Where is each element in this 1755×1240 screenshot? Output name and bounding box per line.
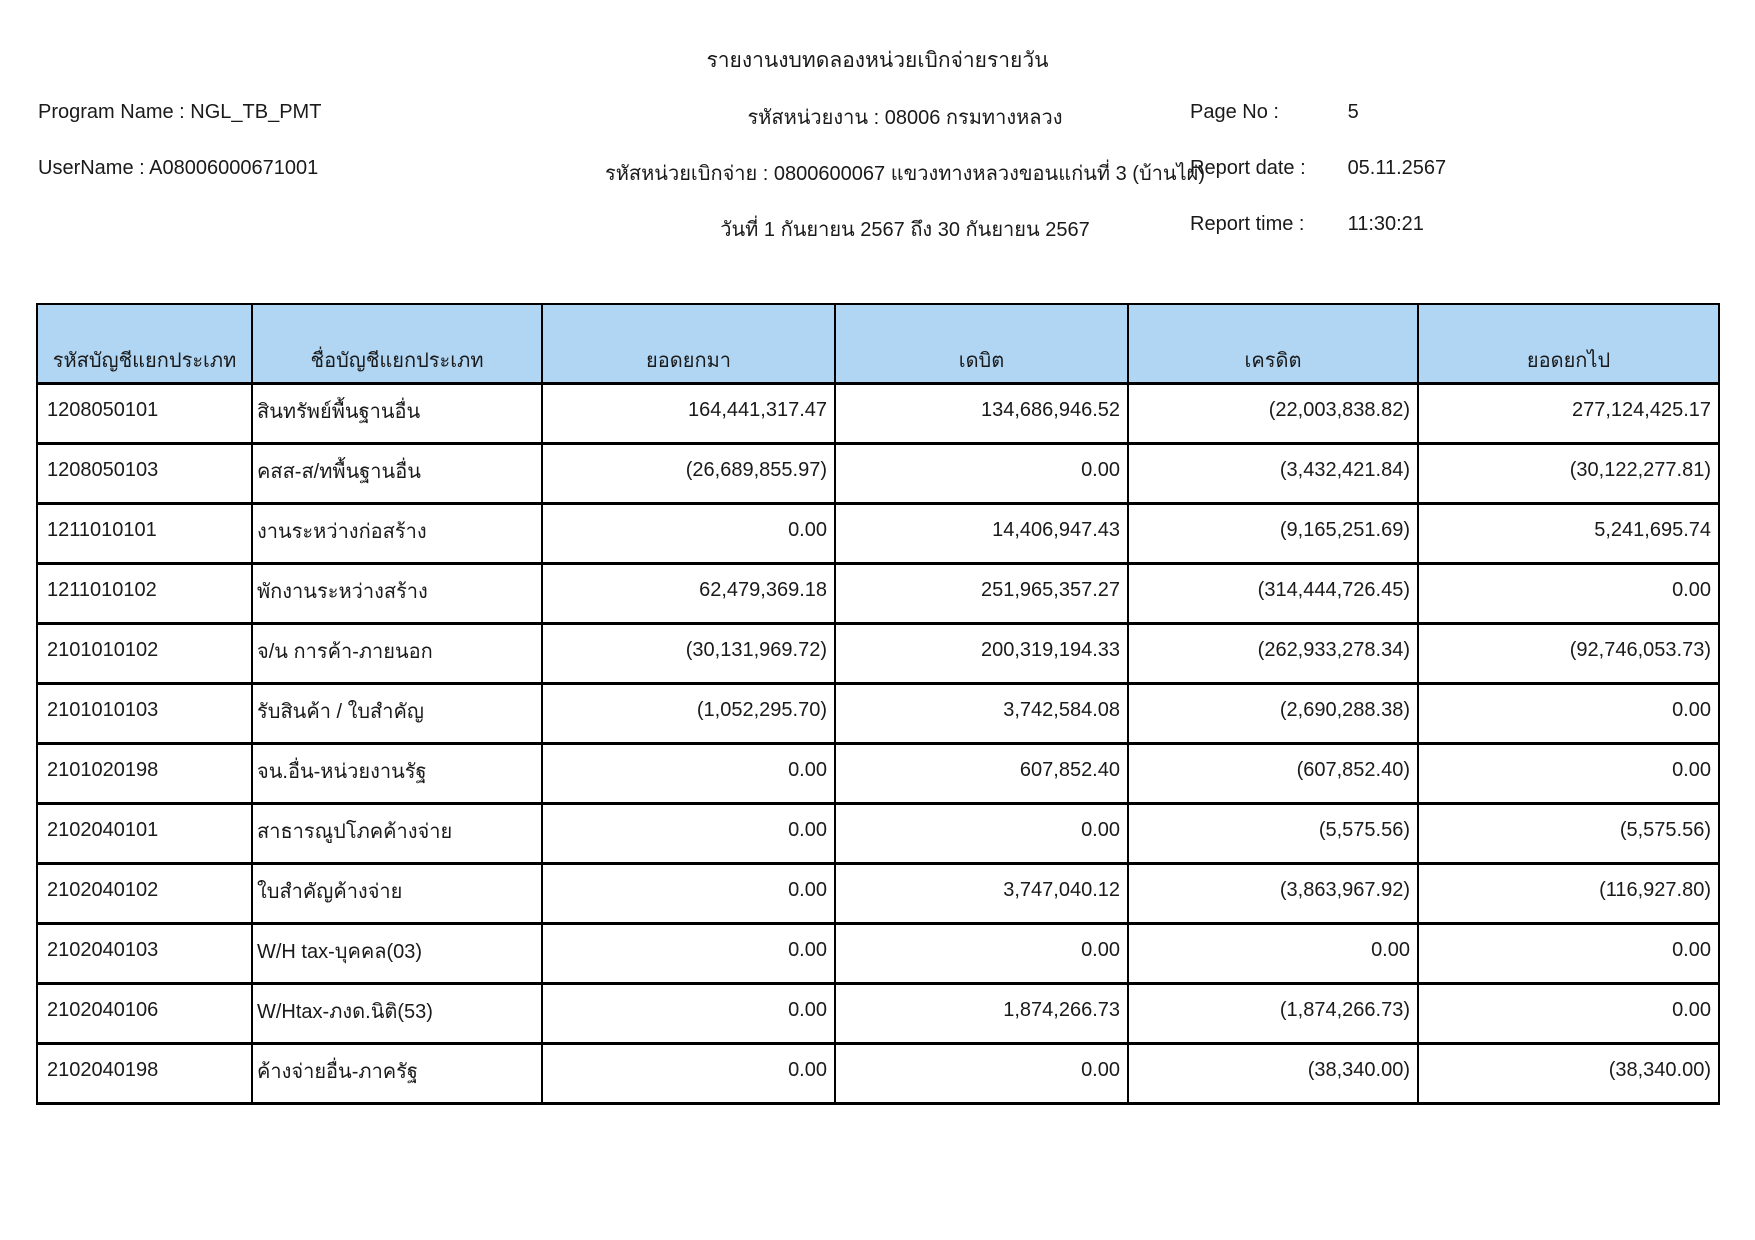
trial-balance-table (36, 303, 1720, 1105)
table-row (37, 924, 1719, 984)
page-no-value: 5 (1347, 101, 1359, 123)
carried-forward-cell: (5,575.56) (1418, 804, 1719, 864)
debit-cell: 3,747,040.12 (835, 864, 1128, 924)
date-range-line: วันที่ 1 กันยายน 2567 ถึง 30 กันยายน 2567 (720, 219, 1090, 241)
carried-forward-cell: (30,122,277.81) (1418, 444, 1719, 504)
credit-cell: (3,863,967.92) (1128, 864, 1418, 924)
debit-cell: 607,852.40 (835, 744, 1128, 804)
table-row (37, 684, 1719, 744)
table-row (37, 984, 1719, 1044)
credit-cell: (314,444,726.45) (1128, 564, 1418, 624)
account-table-body (37, 384, 1719, 1104)
disbursement-unit-line: รหัสหน่วยเบิกจ่าย : 0800600067 แขวงทางหลวงขอนแก่นที่ 3 (บ้านไผ่) (604, 163, 1206, 185)
brought-forward-cell: 62,479,369.18 (542, 564, 835, 624)
account-name-cell: ค้างจ่ายอื่น-ภาครัฐ (252, 1044, 542, 1104)
carried-forward-cell: (92,746,053.73) (1418, 624, 1719, 684)
table-row (37, 564, 1719, 624)
credit-cell: (2,690,288.38) (1128, 684, 1418, 744)
report-title: รายงานงบทดลองหน่วยเบิกจ่ายรายวัน (706, 49, 1049, 72)
debit-cell: 200,319,194.33 (835, 624, 1128, 684)
brought-forward-cell: 0.00 (542, 804, 835, 864)
credit-cell: (9,165,251.69) (1128, 504, 1418, 564)
table-header-row (37, 304, 1719, 384)
page-no-row (1190, 101, 1446, 123)
debit-cell: 14,406,947.43 (835, 504, 1128, 564)
carried-forward-cell: 0.00 (1418, 684, 1719, 744)
carried-forward-cell: 0.00 (1418, 984, 1719, 1044)
carried-forward-cell: 0.00 (1418, 564, 1719, 624)
account-code-cell: 1211010102 (37, 564, 252, 624)
credit-cell: (5,575.56) (1128, 804, 1418, 864)
program-name-line: Program Name : NGL_TB_PMT (38, 101, 322, 123)
report-time-label: Report time : (1190, 213, 1305, 235)
report-time-value: 11:30:21 (1347, 213, 1424, 235)
account-name-cell: สินทรัพย์พื้นฐานอื่น (252, 384, 542, 444)
header-left-block (38, 101, 321, 213)
account-code-cell: 1208050103 (37, 444, 252, 504)
report-date-row (1190, 157, 1446, 179)
table-row (37, 744, 1719, 804)
account-code-cell: 2102040103 (37, 924, 252, 984)
debit-cell: 251,965,357.27 (835, 564, 1128, 624)
debit-cell: 0.00 (835, 1044, 1128, 1104)
carried-forward-cell: 277,124,425.17 (1418, 384, 1719, 444)
debit-cell: 3,742,584.08 (835, 684, 1128, 744)
account-name-cell: จน.อื่น-หน่วยงานรัฐ (252, 744, 542, 804)
column-header-brought-forward: ยอดยกมา (542, 304, 835, 384)
account-code-cell: 1208050101 (37, 384, 252, 444)
account-name-cell: รับสินค้า / ใบสำคัญ (252, 684, 542, 744)
brought-forward-cell: 0.00 (542, 1044, 835, 1104)
column-header-carried-forward: ยอดยกไป (1418, 304, 1719, 384)
account-name-cell: สาธารณูปโภคค้างจ่าย (252, 804, 542, 864)
carried-forward-cell: 5,241,695.74 (1418, 504, 1719, 564)
credit-cell: (607,852.40) (1128, 744, 1418, 804)
account-name-cell: W/Htax-ภงด.นิติ(53) (252, 984, 542, 1044)
account-name-cell: W/H tax-บุคคล(03) (252, 924, 542, 984)
credit-cell: (3,432,421.84) (1128, 444, 1418, 504)
brought-forward-cell: 0.00 (542, 864, 835, 924)
credit-cell: (38,340.00) (1128, 1044, 1418, 1104)
user-name-line: UserName : A08006000671001 (38, 157, 319, 179)
account-name-cell: คสส-ส/ทพื้นฐานอื่น (252, 444, 542, 504)
column-header-credit: เครดิต (1128, 304, 1418, 384)
table-row (37, 384, 1719, 444)
brought-forward-cell: (26,689,855.97) (542, 444, 835, 504)
brought-forward-cell: (30,131,969.72) (542, 624, 835, 684)
account-code-cell: 2102040106 (37, 984, 252, 1044)
column-header-account-code: รหัสบัญชีแยกประเภท (37, 304, 252, 384)
credit-cell: (22,003,838.82) (1128, 384, 1418, 444)
account-name-cell: พักงานระหว่างสร้าง (252, 564, 542, 624)
brought-forward-cell: 164,441,317.47 (542, 384, 835, 444)
account-code-cell: 2102040101 (37, 804, 252, 864)
table-row (37, 1044, 1719, 1104)
credit-cell: (1,874,266.73) (1128, 984, 1418, 1044)
report-date-label: Report date : (1190, 157, 1306, 179)
brought-forward-cell: 0.00 (542, 924, 835, 984)
table-row (37, 504, 1719, 564)
account-code-cell: 1211010101 (37, 504, 252, 564)
debit-cell: 1,874,266.73 (835, 984, 1128, 1044)
report-date-value: 05.11.2567 (1347, 157, 1447, 179)
debit-cell: 0.00 (835, 924, 1128, 984)
carried-forward-cell: (38,340.00) (1418, 1044, 1719, 1104)
account-name-cell: จ/น การค้า-ภายนอก (252, 624, 542, 684)
table-row (37, 804, 1719, 864)
debit-cell: 0.00 (835, 804, 1128, 864)
table-row (37, 624, 1719, 684)
page-no-label: Page No : (1190, 101, 1279, 123)
column-header-debit: เดบิต (835, 304, 1128, 384)
account-code-cell: 2102040102 (37, 864, 252, 924)
account-name-cell: ใบสำคัญค้างจ่าย (252, 864, 542, 924)
table-row (37, 864, 1719, 924)
brought-forward-cell: 0.00 (542, 984, 835, 1044)
credit-cell: (262,933,278.34) (1128, 624, 1418, 684)
account-code-cell: 2102040198 (37, 1044, 252, 1104)
column-header-account-name: ชื่อบัญชีแยกประเภท (252, 304, 542, 384)
account-name-cell: งานระหว่างก่อสร้าง (252, 504, 542, 564)
header-right-block (1190, 101, 1446, 269)
debit-cell: 0.00 (835, 444, 1128, 504)
report-time-row (1190, 213, 1446, 235)
credit-cell: 0.00 (1128, 924, 1418, 984)
account-code-cell: 2101010102 (37, 624, 252, 684)
agency-code-line: รหัสหน่วยงาน : 08006 กรมทางหลวง (747, 107, 1063, 129)
brought-forward-cell: 0.00 (542, 504, 835, 564)
carried-forward-cell: (116,927.80) (1418, 864, 1719, 924)
debit-cell: 134,686,946.52 (835, 384, 1128, 444)
brought-forward-cell: (1,052,295.70) (542, 684, 835, 744)
carried-forward-cell: 0.00 (1418, 744, 1719, 804)
table-row (37, 444, 1719, 504)
account-code-cell: 2101020198 (37, 744, 252, 804)
account-code-cell: 2101010103 (37, 684, 252, 744)
brought-forward-cell: 0.00 (542, 744, 835, 804)
carried-forward-cell: 0.00 (1418, 924, 1719, 984)
